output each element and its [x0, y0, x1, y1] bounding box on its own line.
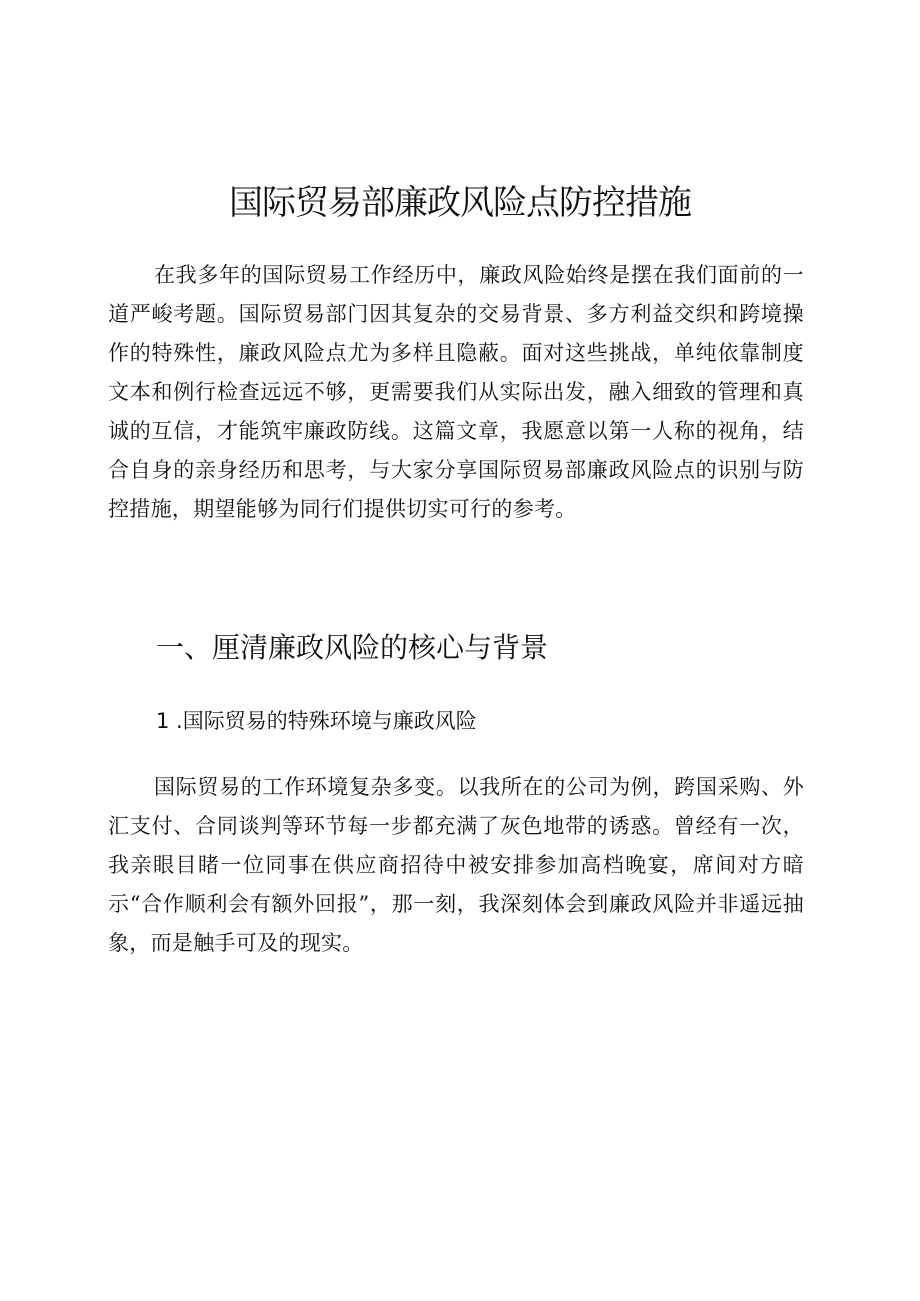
subsection-heading: 1 .国际贸易的特殊环境与廉政风险 — [156, 709, 477, 733]
intro-paragraph: 在我多年的国际贸易工作经历中，廉政风险始终是摆在我们面前的一道严峻考题。国际贸易部门因其复杂的交易背景、多方利益交织和跨境操作的特殊性，廉政风险点尤为多样且隐蔽。面对这些挑战，单纯依靠制度文本和例行检查远远不够，更需要我们从实际出发，融入细致的管理和真诚的互信，才能筑牢廉政防线。这篇文章，我愿意以第一人称的视角，结合自身的亲身经历和思考，与大家分享国际贸易部廉政风险点的识别与防控措施，期望能够为同行们提供切实可行的参考。 — [108, 263, 804, 521]
section-heading: 一、厘清廉政风险的核心与背景 — [156, 631, 549, 664]
document-title: 国际贸易部廉政风险点防控措施 — [229, 183, 691, 223]
section-paragraph: 国际贸易的工作环境复杂多变。以我所在的公司为例，跨国采购、外汇支付、合同谈判等环节每一步都充满了灰色地带的诱惑。曾经有一次，我亲眼目睹一位同事在供应商招待中被安排参加高档晚宴，席间对方暗示“合作顺利会有额外回报”，那一刻，我深刻体会到廉政风险并非遥远抽象，而是触手可及的现实。 — [108, 775, 804, 955]
